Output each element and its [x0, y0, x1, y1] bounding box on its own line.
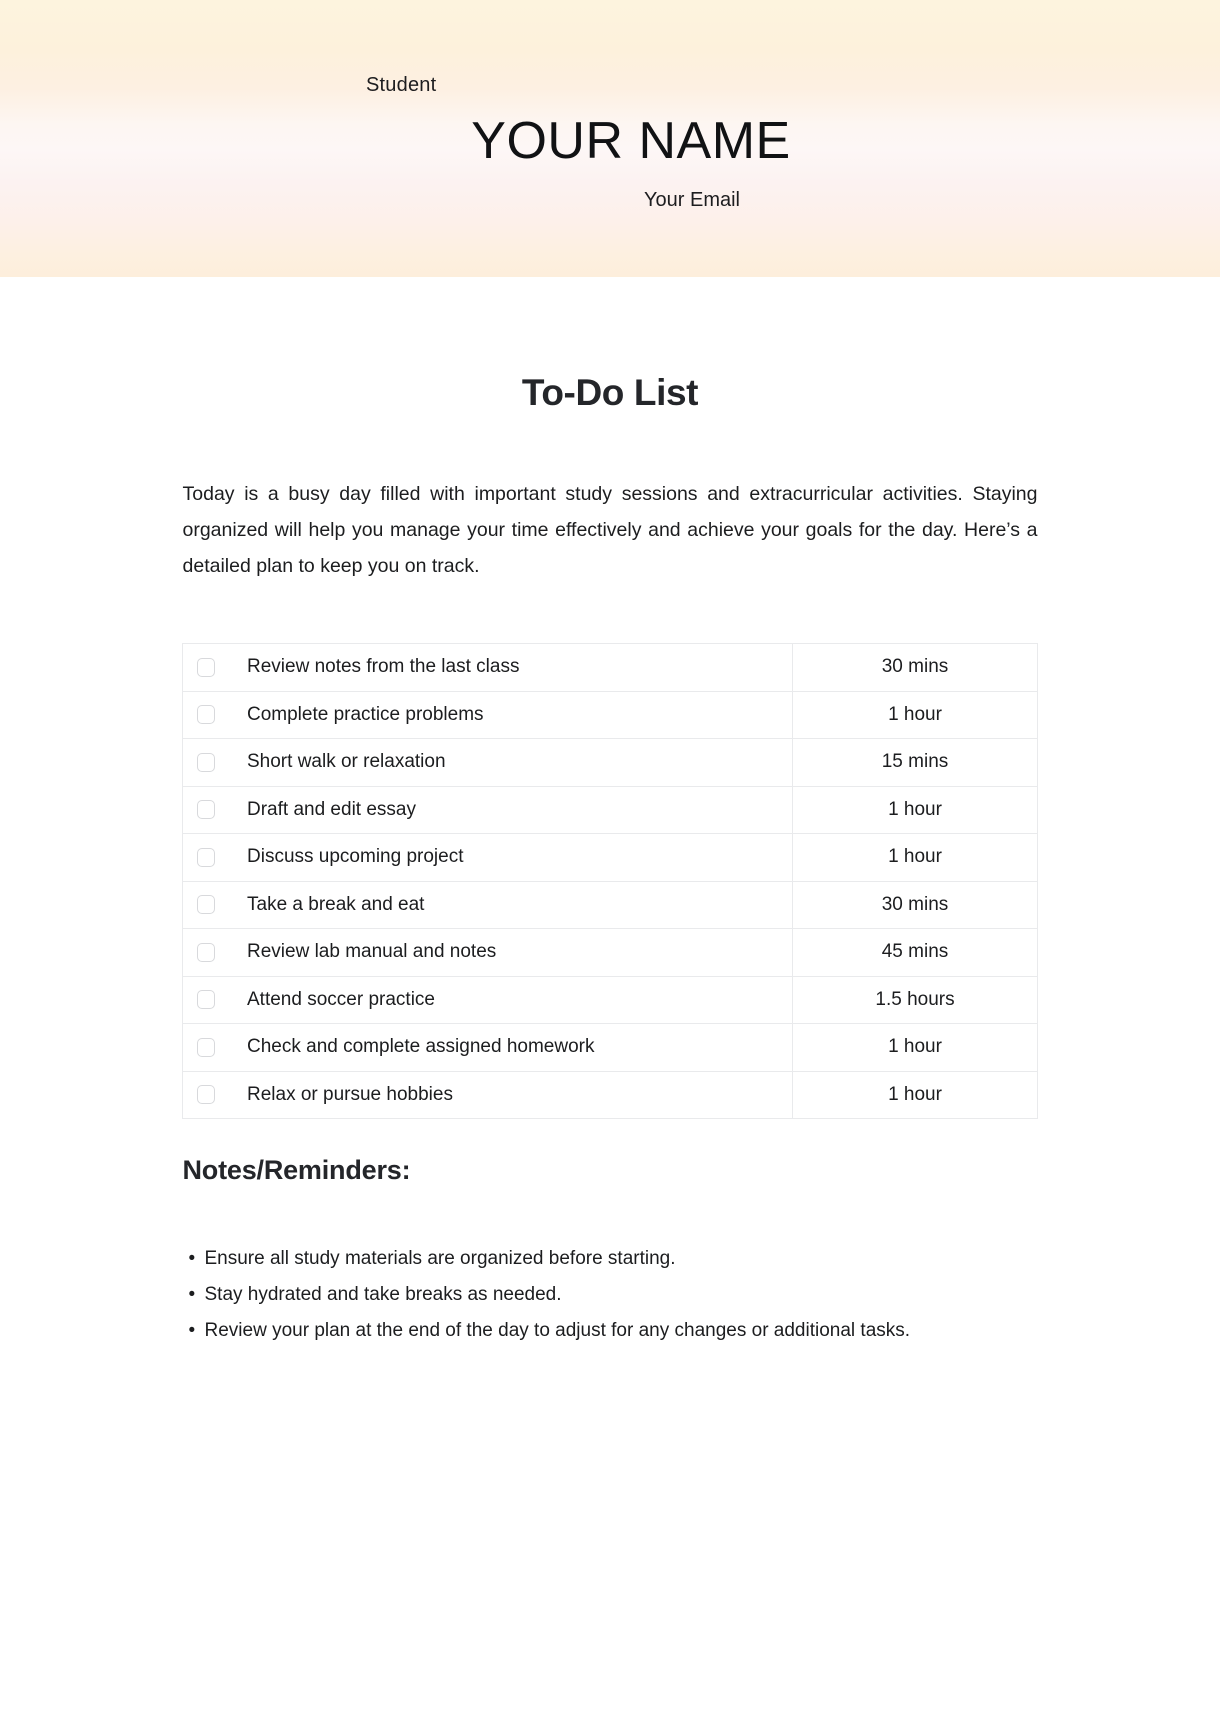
table-row[interactable]	[183, 786, 1038, 834]
task-cell	[183, 1084, 792, 1106]
task-cell	[183, 704, 792, 726]
checkbox-icon[interactable]	[197, 753, 215, 772]
task-label: Discuss upcoming project	[247, 846, 464, 868]
checkbox-icon[interactable]	[197, 990, 215, 1009]
header-email: Your Email	[644, 189, 740, 211]
task-label: Review lab manual and notes	[247, 941, 497, 963]
task-cell-wrapper	[183, 1071, 793, 1119]
duration-cell: 1 hour	[793, 834, 1038, 882]
task-cell	[183, 656, 792, 678]
duration-cell: 1 hour	[793, 691, 1038, 739]
task-label: Relax or pursue hobbies	[247, 1083, 453, 1105]
task-cell	[183, 1036, 792, 1058]
task-cell-wrapper	[183, 644, 793, 692]
list-item: • Stay hydrated and take breaks as needed.	[183, 1277, 1038, 1313]
checkbox-icon[interactable]	[197, 1085, 215, 1104]
task-cell-wrapper	[183, 976, 793, 1024]
checkbox-icon[interactable]	[197, 895, 215, 914]
header-banner-content	[0, 0, 1220, 277]
task-label: Take a break and eat	[247, 893, 425, 915]
notes-heading: Notes/Reminders:	[182, 1155, 411, 1185]
task-cell	[183, 941, 792, 963]
duration-cell: 45 mins	[793, 929, 1038, 977]
table-row[interactable]	[183, 976, 1038, 1024]
duration-cell: 30 mins	[793, 881, 1038, 929]
table-row[interactable]	[183, 1071, 1038, 1119]
checkbox-icon[interactable]	[197, 658, 215, 677]
task-label: Complete practice problems	[247, 703, 484, 725]
duration-cell: 1 hour	[793, 1071, 1038, 1119]
notes-list	[183, 1241, 1038, 1349]
list-item: • Ensure all study materials are organized before starting.	[183, 1241, 1038, 1277]
task-cell-wrapper	[183, 1024, 793, 1072]
task-cell-wrapper	[183, 739, 793, 787]
duration-cell: 1.5 hours	[793, 976, 1038, 1024]
duration-cell: 1 hour	[793, 1024, 1038, 1072]
table-row[interactable]	[183, 644, 1038, 692]
duration-cell: 15 mins	[793, 739, 1038, 787]
table-row[interactable]	[183, 929, 1038, 977]
task-label: Short walk or relaxation	[247, 751, 446, 773]
checkbox-icon[interactable]	[197, 705, 215, 724]
table-row[interactable]	[183, 739, 1038, 787]
task-cell	[183, 751, 792, 773]
checkbox-icon[interactable]	[197, 943, 215, 962]
header-banner	[0, 0, 1220, 277]
intro-paragraph: Today is a busy day filled with important study sessions and extracurricular activities. Staying organized will help you manage your time effectively and achieve your goals for the day. Here’s a detailed plan to keep you on track.	[182, 483, 1038, 577]
task-label: Review notes from the last class	[247, 656, 520, 678]
task-cell	[183, 894, 792, 916]
task-cell-wrapper	[183, 929, 793, 977]
page-title: To-Do List	[521, 372, 699, 413]
table-row[interactable]	[183, 1024, 1038, 1072]
checkbox-icon[interactable]	[197, 800, 215, 819]
table-row[interactable]	[183, 834, 1038, 882]
task-cell	[183, 799, 792, 821]
task-cell	[183, 846, 792, 868]
checkbox-icon[interactable]	[197, 848, 215, 867]
task-cell-wrapper	[183, 834, 793, 882]
table-row[interactable]	[183, 881, 1038, 929]
task-cell-wrapper	[183, 786, 793, 834]
duration-cell: 30 mins	[793, 644, 1038, 692]
task-label: Check and complete assigned homework	[247, 1036, 595, 1058]
list-item: • Review your plan at the end of the day to adjust for any changes or additional tasks.	[183, 1313, 1038, 1349]
header-role-label: Student	[366, 74, 437, 96]
table-row[interactable]	[183, 691, 1038, 739]
header-name: YOUR NAME	[471, 112, 791, 170]
task-cell-wrapper	[183, 691, 793, 739]
main-content	[0, 277, 1220, 1349]
todo-table-body	[183, 644, 1038, 1119]
task-label: Draft and edit essay	[247, 798, 416, 820]
duration-cell: 1 hour	[793, 786, 1038, 834]
task-cell	[183, 989, 792, 1011]
task-cell-wrapper	[183, 881, 793, 929]
todo-table	[182, 643, 1038, 1119]
checkbox-icon[interactable]	[197, 1038, 215, 1057]
task-label: Attend soccer practice	[247, 988, 435, 1010]
